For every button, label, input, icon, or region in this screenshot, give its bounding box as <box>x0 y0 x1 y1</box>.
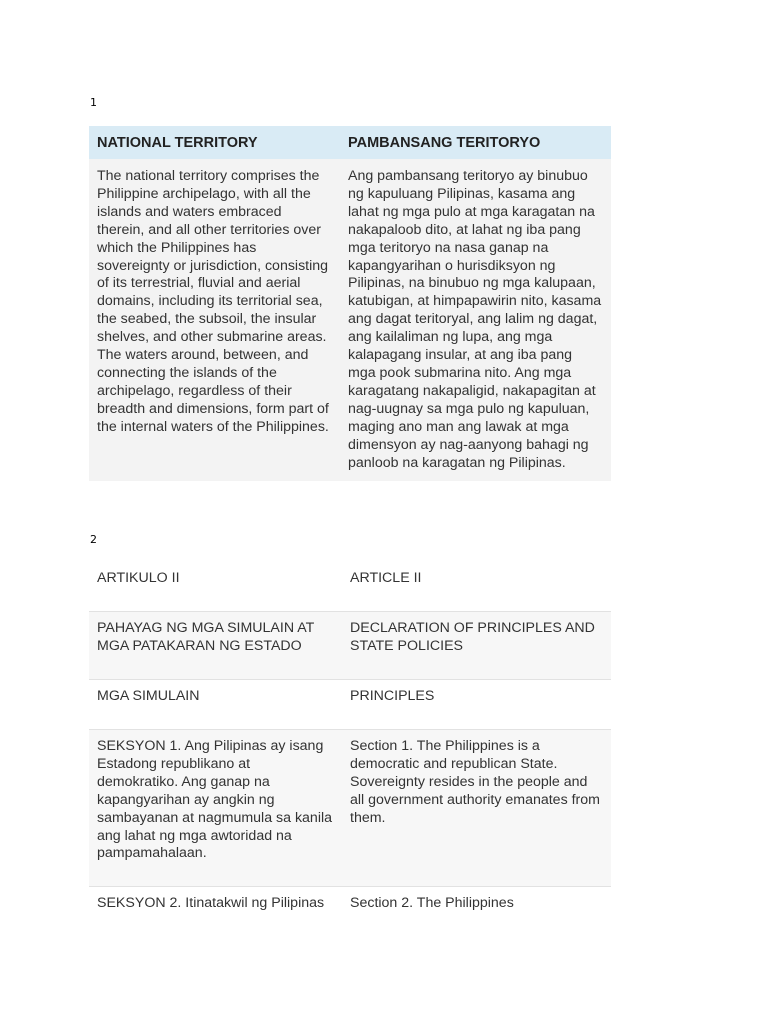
table-cell-filipino: MGA SIMULAIN <box>89 680 342 730</box>
table-header-row <box>89 126 611 159</box>
table-cell-english: Section 1. The Philippines is a democratic and republican State. Sovereignty resides in the people and all government authority emanates from them. <box>342 730 611 887</box>
page-number: 1 <box>90 96 97 109</box>
table-cell-filipino: ARTIKULO II <box>97 570 180 586</box>
table-cell-english: Section 2. The Philippines <box>342 887 611 926</box>
national-territory-table <box>89 126 611 481</box>
article-ii-table <box>89 562 611 925</box>
table-row <box>89 680 611 730</box>
table-cell-english: DECLARATION OF PRINCIPLES AND STATE POLICIES <box>342 612 611 680</box>
column-header-english: NATIONAL TERRITORY <box>89 126 340 159</box>
table-cell-filipino: Ang pambansang teritoryo ay binubuo ng kapuluang Pilipinas, kasama ang lahat ng mga pulo at mga karagatan na nakapaloob dito, at lahat ng iba pang mga teritoryo na nasa ganap na kapangyarihan o hurisdiksyon ng Pilipinas, na binubuo ng mga kalupaan, katubigan, at himpapawirin nito, kasama ang dagat teritoryal, ang lalim ng dagat, ang kailaliman ng lupa, ang mga kalapagang insular, at ang iba pang mga pook submarina nito. Ang mga karagatang nakapaligid, nakapagitan at nag-uugnay sa mga pulo ng kapuluan, maging ano man ang lawak at mga dimensyon ay nag-aanyong bahagi ng panloob na karagatan ng Pilipinas. <box>340 159 611 481</box>
table-row <box>89 730 611 887</box>
table-cell-filipino: SEKSYON 2. Itinatakwil ng Pilipinas <box>89 887 342 926</box>
table-cell-english: PRINCIPLES <box>342 680 611 730</box>
table-row <box>89 562 611 612</box>
table-cell-filipino: PAHAYAG NG MGA SIMULAIN AT MGA PATAKARAN NG ESTADO <box>89 612 342 680</box>
table-row <box>89 159 611 481</box>
column-header-filipino: PAMBANSANG TERITORYO <box>340 126 611 159</box>
table-cell-english: ARTICLE II <box>350 570 422 586</box>
table-row <box>89 612 611 680</box>
page-number: 2 <box>90 533 97 546</box>
table-row <box>89 887 611 926</box>
table-cell-english: The national territory comprises the Philippine archipelago, with all the islands and waters embraced therein, and all other territories over which the Philippines has sovereignty or jurisdiction, consisting of its terrestrial, fluvial and aerial domains, including its territorial sea, the seabed, the subsoil, the insular shelves, and other submarine areas. The waters around, between, and connecting the islands of the archipelago, regardless of their breadth and dimensions, form part of the internal waters of the Philippines. <box>89 159 340 481</box>
table-cell-filipino: SEKSYON 1. Ang Pilipinas ay isang Estadong republikano at demokratiko. Ang ganap na kapangyarihan ay angkin ng sambayanan at nagmumula sa kanila ang lahat ng mga awtoridad na pampamahalaan. <box>89 730 342 887</box>
